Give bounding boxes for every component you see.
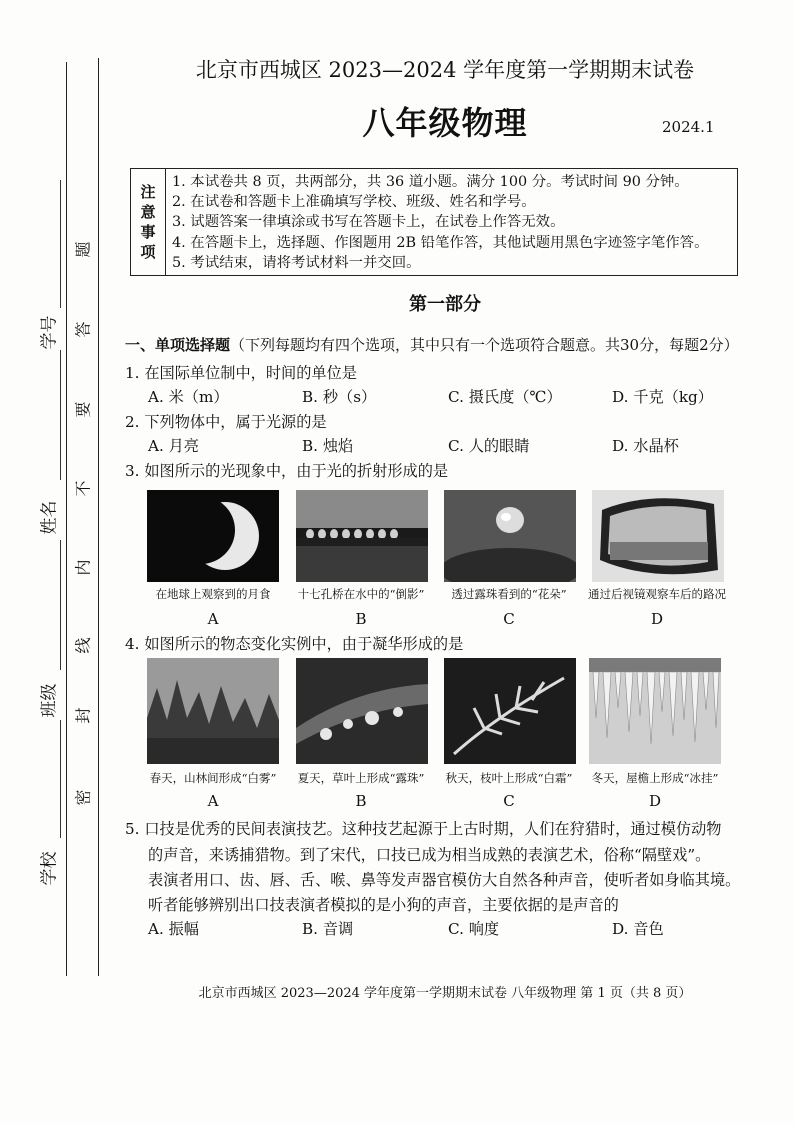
q4-letter-b: B [355,792,367,810]
forest-fog-image [147,658,279,764]
notice-item: 3. 试题答案一律填涂或书写在答题卡上，在试卷上作答无效。 [172,214,565,231]
name-field-line [60,350,61,480]
q5-option-b: B. 音调 [302,920,354,938]
q4-letter-d: D [648,792,662,810]
seal-char: 封 [73,707,93,724]
q1-option-a: A. 米（m） [148,388,229,406]
q3-letter-d: D [650,610,664,628]
school-field-line [60,720,61,838]
q4-caption-b: 夏天，草叶上形成“露珠” [297,771,425,785]
q2-option-a: A. 月亮 [148,437,199,455]
bridge-reflection-image [296,490,428,582]
q3-caption-d: 通过后视镜观察车后的路况 [588,587,726,601]
notice-item: 5. 考试结束，请将考试材料一并交回。 [172,254,421,271]
q3-letter-b: B [355,610,367,628]
q2-option-c: C. 人的眼睛 [448,437,530,455]
notice-item: 2. 在试卷和答题卡上准确填写学校、班级、姓名和学号。 [172,194,536,211]
seal-char: 内 [73,559,93,576]
q1-option-d: D. 千克（kg） [612,388,713,406]
notice-label-char: 意 [140,203,156,221]
notice-items [166,169,737,275]
section-heading [125,334,739,355]
lunar-eclipse-image [147,490,279,582]
notice-label [131,169,166,275]
q4-caption-a: 春天，山林间形成“白雾” [149,771,277,785]
question-5-line: 5. 口技是优秀的民间表演技艺。这种技艺起源于上古时期，人们在狩猎时，通过模仿动物 [125,820,722,838]
class-field-line [60,540,61,670]
student-id-field-line [60,180,61,308]
q4-caption-c: 秋天，枝叶上形成“白霜” [445,771,573,785]
seal-char: 不 [73,480,93,497]
name-label: 姓名 [39,500,60,535]
notice-label-char: 项 [140,243,156,261]
notice-item: 4. 在答题卡上，选择题、作图题用 2B 铅笔作答，其他试题用黑色字迹签字笔作答。 [172,234,709,251]
q1-option-c: C. 摄氏度（℃） [448,388,562,406]
question-4-stem: 4. 如图所示的物态变化实例中，由于凝华形成的是 [125,635,464,653]
notice-label-char: 事 [140,223,156,241]
rearview-mirror-image [592,490,724,582]
section-desc: （下列每题均有四个选项，其中只有一个选项符合题意。共30分，每题2分） [230,336,739,354]
q3-caption-c: 透过露珠看到的“花朵” [451,587,567,601]
q3-caption-b: 十七孔桥在水中的“倒影” [297,587,425,601]
notice-label-char: 注 [140,183,156,201]
q4-caption-d: 冬天，屋檐上形成“冰挂” [591,771,719,785]
section-title: 一、单项选择题 [125,336,231,354]
dewdrop-image [444,490,576,582]
dew-on-leaf-image [296,658,428,764]
question-3-stem: 3. 如图所示的光现象中，由于光的折射形成的是 [125,462,449,480]
q3-letter-a: A [207,610,219,628]
student-id-label: 学号 [39,315,60,350]
q5-option-d: D. 音色 [612,920,664,938]
q1-option-b: B. 秒（s） [302,388,377,406]
seal-char: 线 [73,637,93,654]
q5-option-c: C. 响度 [448,920,500,938]
question-5-line: 听者能够辨别出口技表演者模拟的是小狗的声音，主要依据的是声音的 [148,896,619,914]
question-2-stem: 2. 下列物体中，属于光源的是 [125,413,327,431]
margin-outer-line [66,62,67,976]
margin-inner-line [98,58,99,976]
frost-on-branch-image [444,658,576,764]
notice-item: 1. 本试卷共 8 页，共两部分，共 36 道小题。满分 100 分。考试时间 90 分钟。 [172,174,689,190]
class-label: 班级 [39,683,60,718]
school-label: 学校 [39,851,60,886]
exam-date: 2024.1 [662,118,715,136]
question-5-line: 表演者用口、齿、唇、舌、喉、鼻等发声器官模仿大自然各种声音，使听者如身临其境。 [148,871,741,889]
icicles-image [589,658,721,764]
notice-box [130,168,738,276]
seal-char: 答 [73,321,93,338]
q4-letter-a: A [207,792,219,810]
part-title: 第一部分 [409,294,481,315]
seal-char: 题 [73,241,93,258]
q4-letter-c: C [503,792,515,810]
question-1-stem: 1. 在国际单位制中，时间的单位是 [125,364,357,382]
q5-option-a: A. 振幅 [148,920,199,938]
q3-letter-c: C [503,610,515,628]
seal-char: 密 [73,789,93,806]
exam-title: 北京市西城区 2023—2024 学年度第一学期期末试卷 [195,58,695,82]
seal-char: 要 [73,401,93,418]
q2-option-d: D. 水晶杯 [612,437,679,455]
question-5-line: 的声音，来诱捕猎物。到了宋代，口技已成为相当成熟的表演艺术，俗称“隔壁戏”。 [148,846,711,864]
subject-title: 八年级物理 [362,104,528,142]
page-footer: 北京市西城区 2023—2024 学年度第一学期期末试卷 八年级物理 第 1 页（共 8 页） [198,986,692,1001]
q3-caption-a: 在地球上观察到的月食 [155,587,271,601]
q2-option-b: B. 烛焰 [302,437,354,455]
